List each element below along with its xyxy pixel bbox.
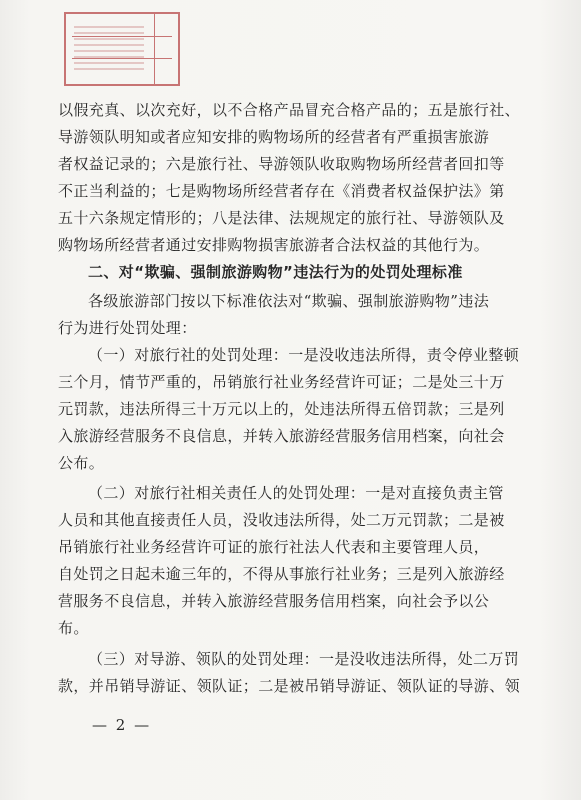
item-1-paragraph (58, 342, 526, 477)
text-line: 者权益记录的；六是旅行社、导游领队收取购物场所经营者回扣等 (58, 155, 505, 173)
page-number: — 2 — (92, 716, 152, 734)
text-line: （一）对旅行社的处罚处理：一是没收违法所得，责令停业整顿 (88, 346, 520, 364)
text-line: 购物场所经营者通过安排购物损害旅游者合法权益的其他行为。 (58, 236, 490, 254)
text-line: 营服务不良信息，并转入旅游经营服务信用档案，向社会予以公 (58, 592, 490, 610)
stamp-rule (72, 36, 172, 37)
text-line: 三个月，情节严重的，吊销旅行社业务经营许可证；二是处三十万 (58, 373, 505, 391)
item-2-paragraph (58, 480, 526, 642)
text-line: 入旅游经营服务不良信息，并转入旅游经营服务信用档案，向社会 (58, 427, 505, 445)
text-line: 自处罚之日起未逾三年的，不得从事旅行社业务；三是列入旅游经 (58, 565, 505, 583)
stamp-rule (72, 58, 172, 59)
continued-paragraph (58, 97, 526, 259)
text-line: （三）对导游、领队的处罚处理：一是没收违法所得，处二万罚 (88, 650, 520, 668)
text-line: 吊销旅行社业务经营许可证的旅行社法人代表和主要管理人员， (58, 538, 490, 556)
text-line: 导游领队明知或者应知安排的购物场所的经营者有严重损害旅游 (58, 128, 490, 146)
stamp-divider (154, 14, 155, 84)
section-heading: 二、对“欺骗、强制旅游购物”违法行为的处罚处理标准 (88, 263, 463, 281)
text-line: 不正当利益的；七是购物场所经营者存在《消费者权益保护法》第 (58, 182, 505, 200)
stamp-ink (74, 22, 144, 70)
text-line: 款，并吊销导游证、领队证；二是被吊销导游证、领队证的导游、领 (58, 677, 521, 695)
text-line: （二）对旅行社相关责任人的处罚处理：一是对直接负责主管 (88, 484, 504, 502)
text-line: 公布。 (58, 454, 105, 472)
text-line: 以假充真、以次充好，以不合格产品冒充合格产品的；五是旅行社、 (58, 101, 521, 119)
section-heading-block (88, 259, 556, 286)
intro-paragraph (58, 288, 526, 342)
item-3-paragraph (58, 646, 526, 700)
receipt-stamp (64, 12, 180, 86)
text-line: 元罚款，违法所得三十万元以上的，处违法所得五倍罚款；三是列 (58, 400, 505, 418)
text-line: 布。 (58, 619, 89, 637)
text-line: 人员和其他直接责任人员，没收违法所得，处二万元罚款；二是被 (58, 511, 505, 529)
text-line: 各级旅游部门按以下标准依法对“欺骗、强制旅游购物”违法 (88, 292, 490, 310)
text-line: 五十六条规定情形的；八是法律、法规规定的旅行社、导游领队及 (58, 209, 505, 227)
text-line: 行为进行处罚处理： (58, 319, 197, 337)
